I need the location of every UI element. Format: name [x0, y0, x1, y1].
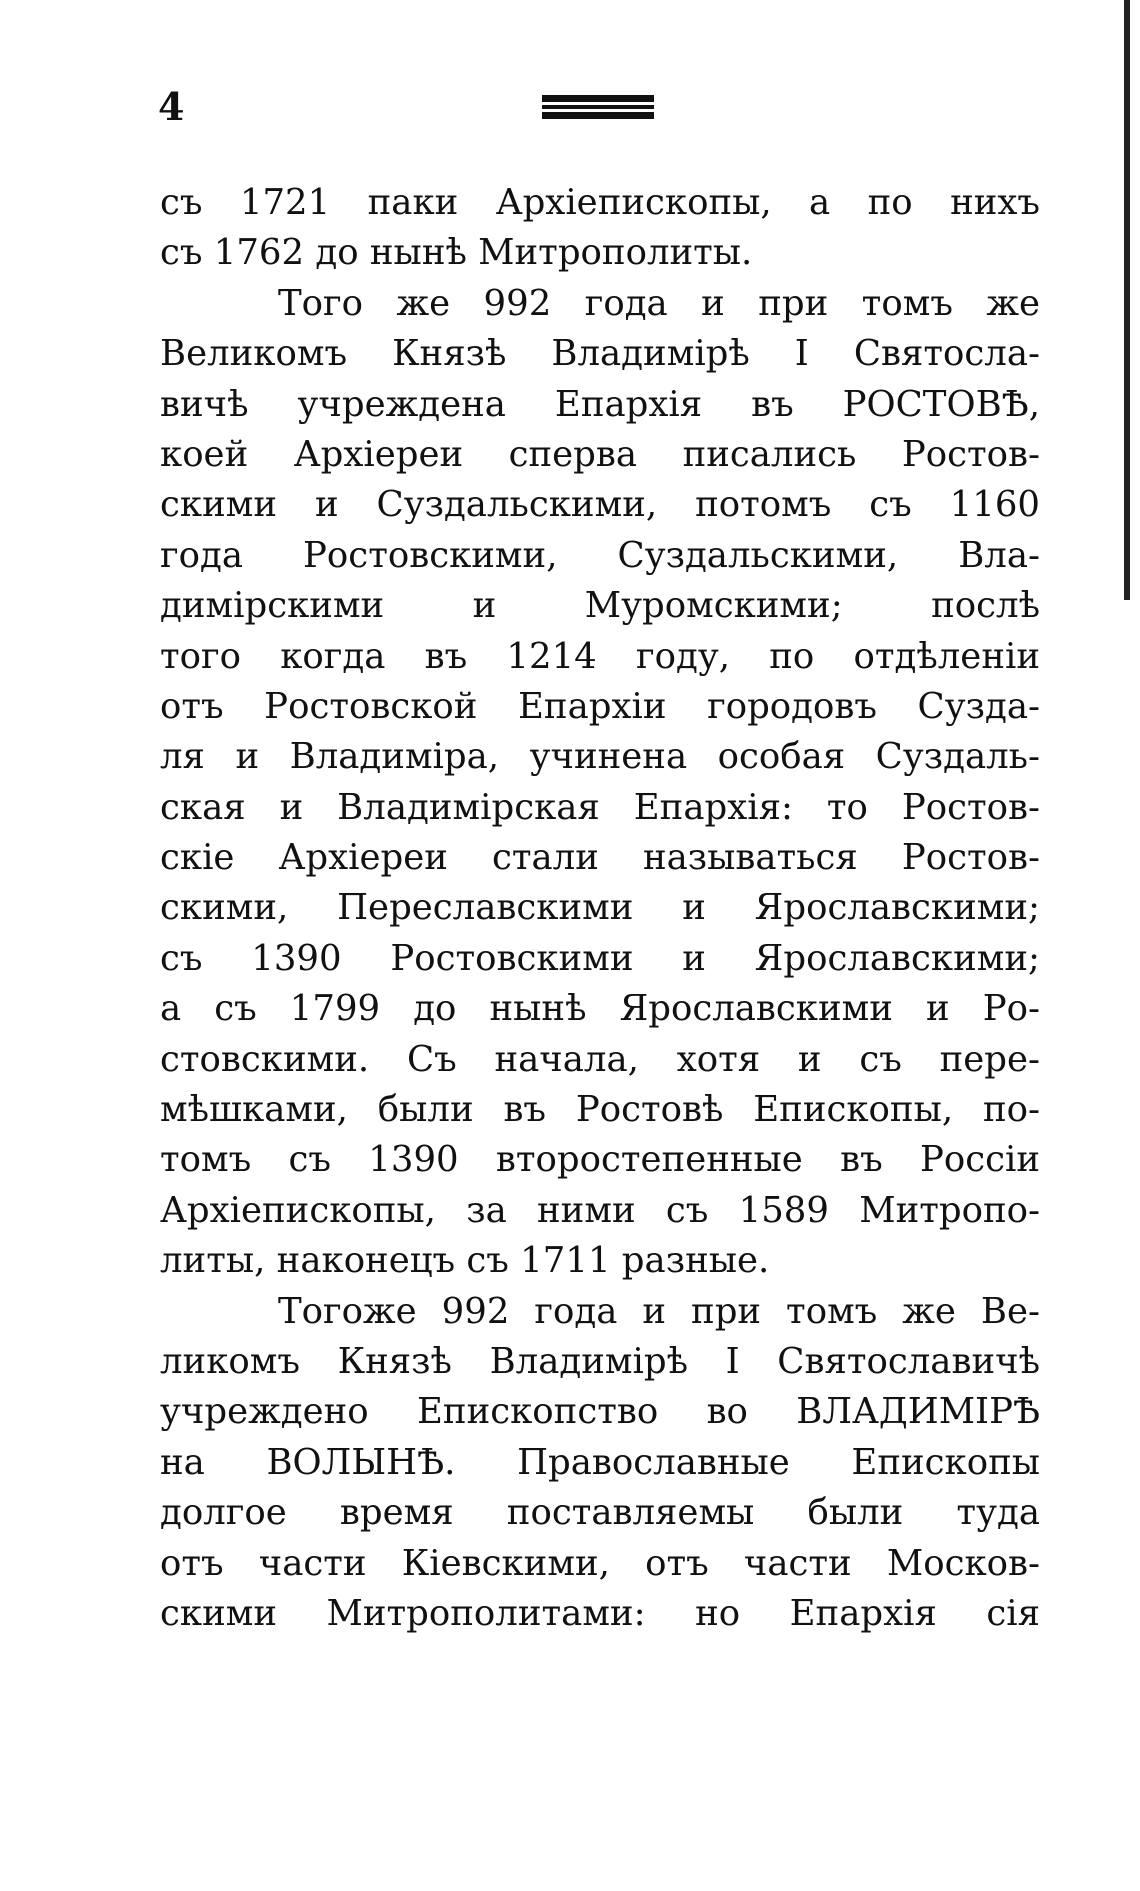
- text-line: учреждено Епископство во ВЛАДИМІРѢ: [160, 1391, 1040, 1433]
- text-line: на ВОЛЫНѢ. Православные Епископы: [160, 1441, 1040, 1483]
- text-line: года Ростовскими, Суздальскими, Вла-: [160, 534, 1040, 576]
- text-line: ская и Владимірская Епархія: то Ростов-: [160, 786, 1040, 828]
- text-line: димірскими и Муромскими; послѣ: [160, 585, 1040, 627]
- body-text: [160, 178, 1040, 1639]
- text-line: того когда въ 1214 году, по отдѣленіи: [160, 635, 1040, 677]
- text-line: томъ съ 1390 второстепенные въ Россіи: [160, 1139, 1040, 1181]
- text-line: скіе Архіереи стали называться Ростов-: [160, 837, 1040, 879]
- text-line: литы, наконецъ съ 1711 разные.: [160, 1240, 770, 1282]
- text-line: съ 1721 паки Архіепископы, а по нихъ: [160, 182, 1040, 223]
- text-line: скими и Суздальскими, потомъ съ 1160: [160, 484, 1040, 526]
- text-line: а съ 1799 до нынѣ Ярославскими и Ро-: [160, 988, 1040, 1030]
- text-line: коей Архіереи сперва писались Ростов-: [160, 433, 1040, 475]
- text-line: скими, Переславскими и Ярославскими;: [160, 887, 1040, 929]
- header-ornament-rule: [542, 95, 654, 121]
- text-line: долгое время поставляемы были туда: [160, 1492, 1040, 1534]
- text-line: съ 1762 до нынѣ Митрополиты.: [160, 232, 753, 274]
- text-line: отъ части Кіевскими, отъ части Москов-: [160, 1542, 1040, 1584]
- text-line: мѣшками, были въ Ростовѣ Епископы, по-: [160, 1089, 1040, 1131]
- text-line: Архіепископы, за ними съ 1589 Митропо-: [160, 1189, 1040, 1231]
- text-line: скими Митрополитами: но Епархія сія: [160, 1592, 1040, 1634]
- text-line: Того же 992 года и при томъ же: [278, 282, 1040, 324]
- page-number: 4: [158, 84, 185, 129]
- text-line: вичѣ учреждена Епархія въ РОСТОВѢ,: [160, 383, 1040, 425]
- text-line: стовскими. Съ начала, хотя и съ пере-: [160, 1038, 1040, 1080]
- text-line: Тогоже 992 года и при томъ же Ве-: [278, 1290, 1040, 1332]
- text-line: Великомъ Князѣ Владимірѣ I Святосла-: [160, 333, 1040, 375]
- text-line: ля и Владиміра, учинена особая Суздаль-: [160, 736, 1040, 778]
- text-line: ликомъ Князѣ Владимірѣ I Святославичѣ: [160, 1340, 1040, 1382]
- text-line: отъ Ростовской Епархіи городовъ Сузда-: [160, 685, 1040, 727]
- text-line: съ 1390 Ростовскими и Ярославскими;: [160, 937, 1040, 979]
- page-edge-shadow: [1124, 0, 1130, 600]
